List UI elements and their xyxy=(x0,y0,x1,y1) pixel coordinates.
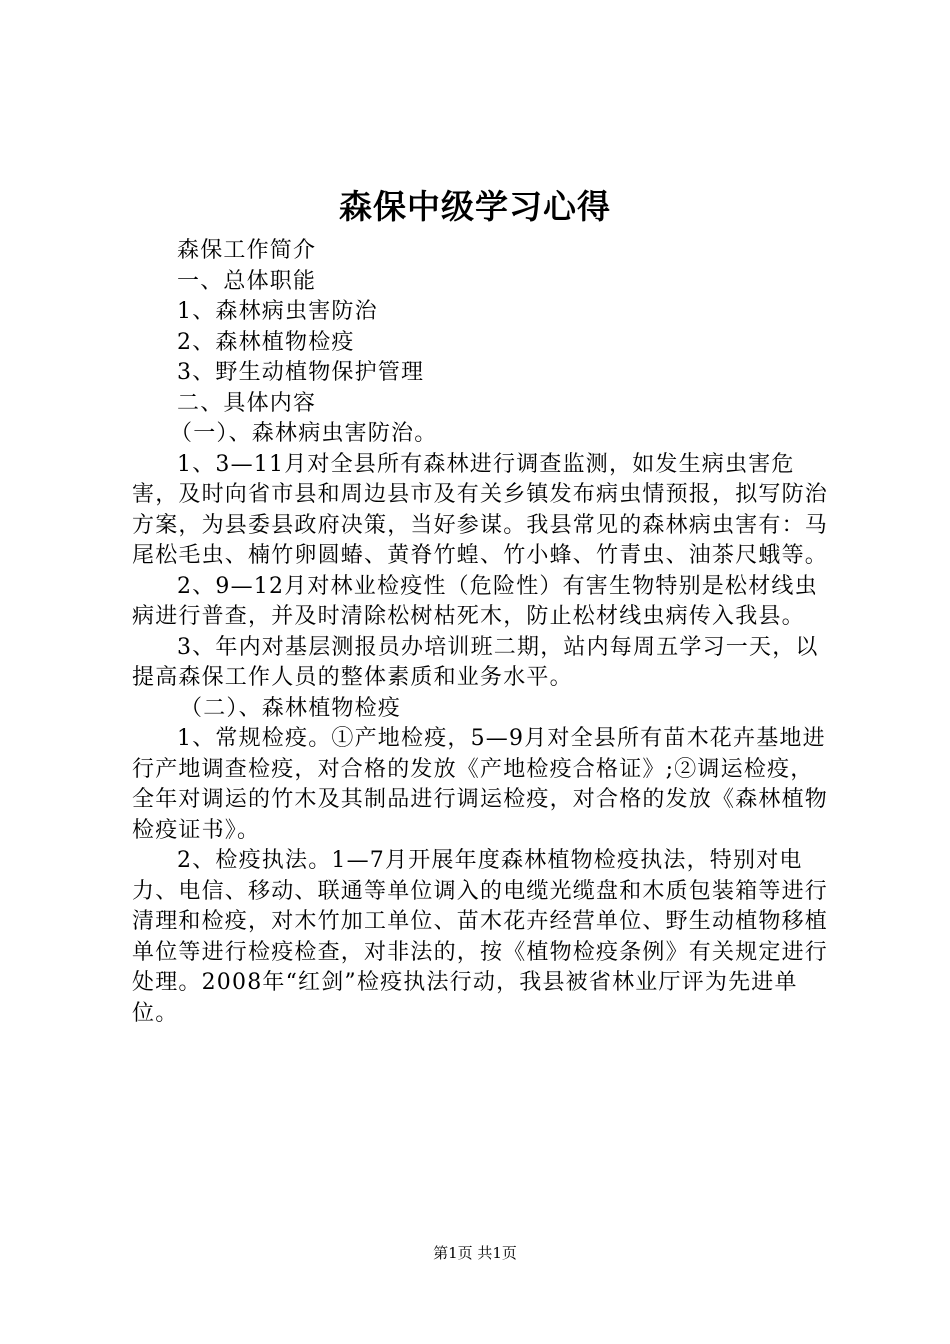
paragraph: 一、总体职能 xyxy=(177,268,317,294)
document-title: 森保中级学习心得 xyxy=(339,187,611,226)
paragraph: 2、检疫执法。1—7月开展年度森林植物检疫执法，特别对电力、电信、移动、联通等单位调入的电缆光缆盘和木质包装箱等进行清理和检疫，对木竹加工单位、苗木花卉经营单位、野生动植物移植单位等进行检疫检查，对非法的，按《植物检疫条例》有关规定进行处理。2008年“红剑”检疫执法行动，我县被省林业厅评为先进单位。 xyxy=(132,848,829,1026)
paragraph: 3、野生动植物保护管理 xyxy=(177,360,425,385)
paragraph: 森保工作简介 xyxy=(177,238,317,263)
paragraph: 1、森林病虫害防治 xyxy=(177,299,378,324)
paragraph: （一）、森林病虫害防治。 xyxy=(170,421,438,446)
paragraph: （二）、森林植物检疫 xyxy=(180,695,402,721)
paragraph: 1、3—11月对全县所有森林进行调查监测，如发生病虫害危害，及时向省市县和周边县市及有关乡镇发布病虫情预报，拟写防治方案，为县委县政府决策，当好参谋。我县常见的森林病虫害有：马尾松毛虫、楠竹卵圆蝽、黄脊竹蝗、竹小蜂、竹青虫、油茶尺蛾等。 xyxy=(132,451,829,568)
paragraph: 2、森林植物检疫 xyxy=(177,329,355,355)
paragraph: 2、9—12月对林业检疫性（危险性）有害生物特别是松材线虫病进行普查，并及时清除松树枯死木，防止松材线虫病传入我县。 xyxy=(132,573,818,629)
paragraph: 1、常规检疫。①产地检疫，5—9月对全县所有苗木花卉基地进行产地调查检疫，对合格的发放《产地检疫合格证》;②调运检疫，全年对调运的竹木及其制品进行调运检疫，对合格的发放《森林植物检疫证书》。 xyxy=(132,726,829,843)
paragraph: 3、年内对基层测报员办培训班二期，站内每周五学习一天，以提高森保工作人员的整体素质和业务水平。 xyxy=(132,634,819,690)
paragraph: 二、具体内容 xyxy=(177,390,317,416)
page-footer: 第1页 共1页 xyxy=(433,1244,517,1262)
document-body xyxy=(132,236,832,1029)
